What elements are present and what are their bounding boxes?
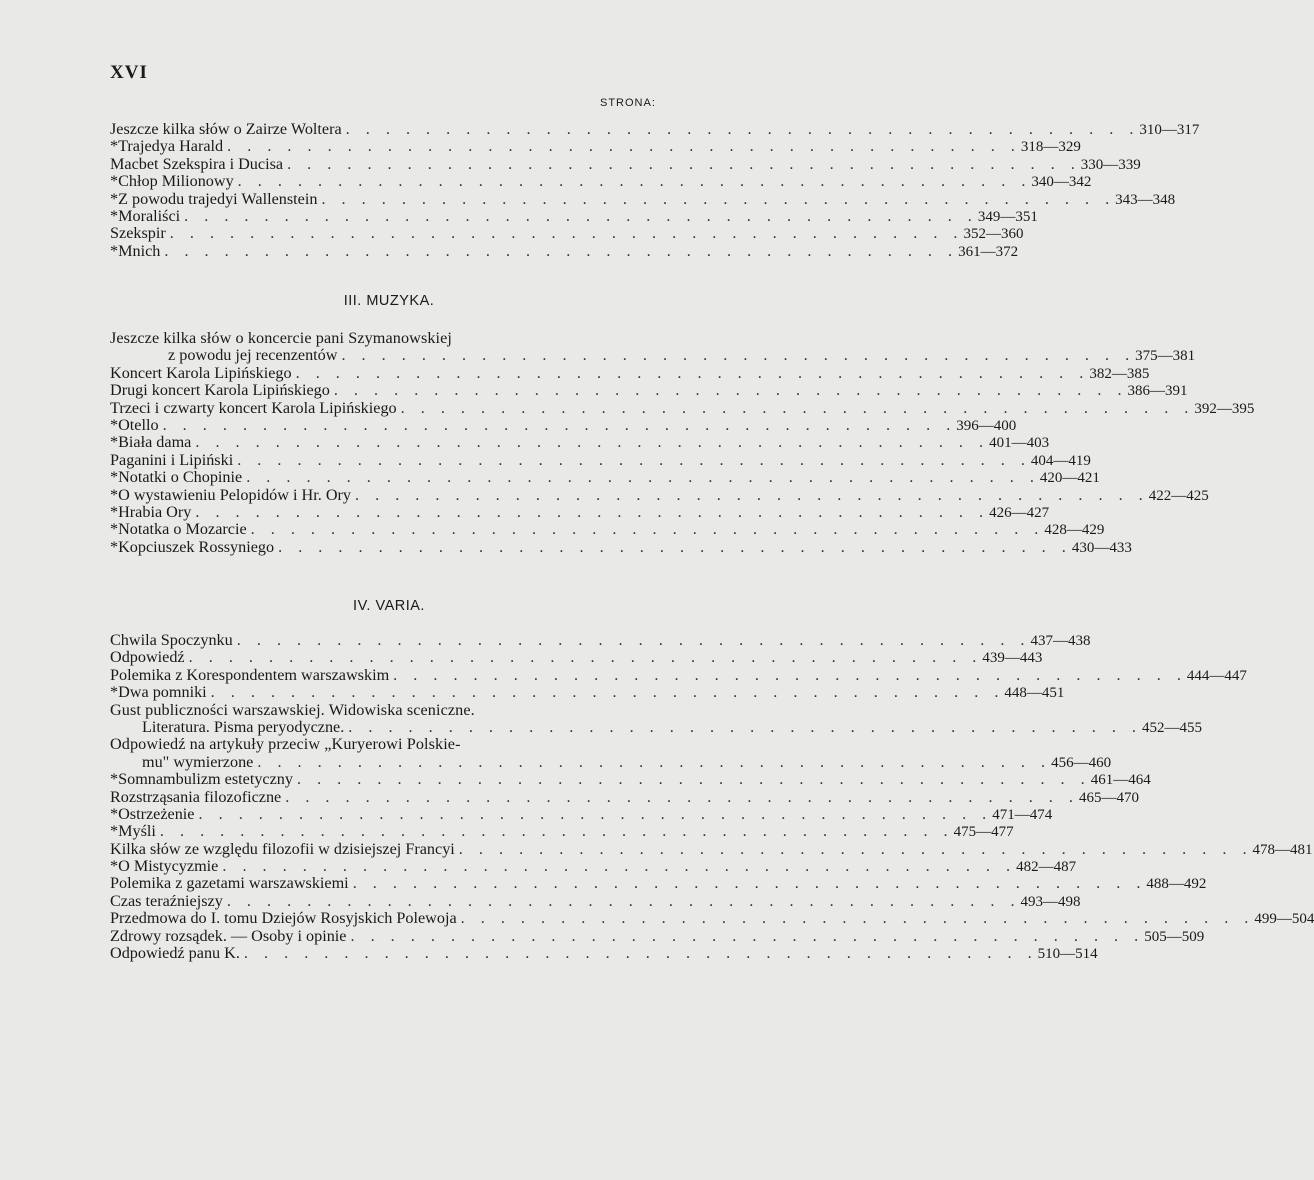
toc-entry (110, 206, 1038, 225)
entry-title: *Moraliści (110, 206, 181, 225)
varia-odp-line2 (110, 752, 1112, 771)
entry-pages: 401—403 (989, 435, 1050, 452)
toc-entry (110, 189, 1176, 208)
entry-title: Czas teraźniejszy (110, 891, 223, 910)
varia-gust-line1 (110, 702, 668, 719)
toc-entry (110, 857, 1077, 876)
toc-entry (110, 381, 1188, 400)
toc-entry (110, 346, 1196, 365)
entry-title: Rozstrząsania filozoficzne (110, 787, 282, 806)
entry-pages: 396—400 (956, 417, 1017, 434)
entry-title: *Notatka o Mozarcie (110, 520, 247, 539)
entry-title: mu" wymierzone (142, 752, 254, 771)
dot-leader: . . . . . . . . . . . . . . . . . . . . . . . . . . . . . . . . . . . . . . . . (236, 631, 1031, 649)
section-varia (110, 631, 1314, 963)
dot-leader: . . . . . . . . . . . . . . . . . . . . . . . . . . . . . . . . . . . . . . . . (278, 537, 1072, 556)
entry-title: *Trajedya Harald (110, 137, 224, 156)
entry-pages: 428—429 (1044, 522, 1105, 539)
entry-title: Drugi koncert Karola Lipińskiego (110, 381, 330, 400)
dot-leader: . . . . . . . . . . . . . . . . . . . . . . . . . . . . . . . . . . . . . . . . (250, 520, 1045, 539)
dot-leader: . . . . . . . . . . . . . . . . . . . . . . . . . . . . . . . . . . . . . . . . (195, 433, 990, 452)
toc-entry (110, 770, 1151, 789)
entry-title: Gust publiczności warszawskiej. Widowiska sceniczne. (110, 700, 475, 719)
entry-title: *Notatki o Chopinie (110, 468, 243, 487)
entry-title: *Myśli (110, 822, 156, 841)
toc-entry (110, 433, 1050, 452)
toc-entry (110, 874, 1207, 893)
dot-leader: . . . . . . . . . . . . . . . . . . . . . . . . . . . . . . . . . . . . . . . . (352, 874, 1147, 893)
entry-title: *O Mistycyzmie (110, 857, 219, 876)
entry-pages: 382—385 (1089, 365, 1150, 382)
dot-leader: . . . . . . . . . . . . . . . . . . . . . . . . . . . . . . . . . . . . . . . . (237, 450, 1031, 469)
toc-entry (110, 926, 1205, 945)
entry-title: *O wystawieniu Pelopidów i Hr. Ory (110, 485, 351, 504)
entry-title: *Ostrzeżenie (110, 804, 195, 823)
dot-leader: . . . . . . . . . . . . . . . . . . . . . . . . . . . . . . . . . . . . . . . . (237, 172, 1032, 191)
entry-pages: 426—427 (989, 504, 1050, 521)
entry-pages: 392—395 (1194, 400, 1255, 417)
muzyka-first-line (110, 330, 668, 347)
entry-title: Jeszcze kilka słów o Zairze Woltera (110, 120, 342, 138)
dot-leader: . . . . . . . . . . . . . . . . . . . . . . . . . . . . . . . . . . . . . . . . (159, 822, 954, 841)
entry-title: *Kopciuszek Rossyniego (110, 537, 275, 556)
entry-pages: 349—351 (977, 208, 1038, 225)
toc-entry (110, 909, 1314, 928)
toc-entry (110, 631, 1091, 649)
dot-leader: . . . . . . . . . . . . . . . . . . . . . . . . . . . . . . . . . . . . . . . . (169, 224, 964, 243)
dot-leader: . . . . . . . . . . . . . . . . . . . . . . . . . . . . . . . . . . . . . . . . (285, 787, 1079, 806)
dot-leader: . . . . . . . . . . . . . . . . . . . . . . . . . . . . . . . . . . . . . . . . (198, 804, 993, 823)
entry-pages: 505—509 (1144, 928, 1205, 945)
toc-entry (110, 822, 1014, 841)
dot-leader: . . . . . . . . . . . . . . . . . . . . . . . . . . . . . . . . . . . . . . . . (246, 468, 1040, 487)
entry-title: Przedmowa do I. tomu Dziejów Rosyjskich Polewoja (110, 909, 457, 928)
varia-gust-line2 (110, 717, 1202, 736)
entry-title: Kilka słów ze względu filozofii w dzisiejszej Francyi (110, 839, 455, 858)
dot-leader: . . . . . . . . . . . . . . . . . . . . . . . . . . . . . . . . . . . . . . . . (350, 926, 1145, 945)
dot-leader: . . . . . . . . . . . . . . . . . . . . . . . . . . . . . . . . . . . . . . . . (348, 717, 1142, 736)
dot-leader: . . . . . . . . . . . . . . . . . . . . . . . . . . . . . . . . . . . . . . . . (295, 363, 1090, 382)
entry-title: Zdrowy rozsądek. — Osoby i opinie (110, 926, 347, 945)
toc-entry (110, 944, 1098, 963)
entry-pages: 471—474 (992, 806, 1053, 823)
varia-odp-line1 (110, 736, 668, 753)
entry-title: Polemika z gazetami warszawskiemi (110, 874, 349, 893)
entry-title: *Z powodu trajedyi Wallenstein (110, 189, 318, 208)
dot-leader: . . . . . . . . . . . . . . . . . . . . . . . . . . . . . . . . . . . . . . . . (393, 665, 1187, 684)
entry-title: *Hrabia Ory (110, 502, 192, 521)
dot-leader: . . . . . . . . . . . . . . . . . . . . . . . . . . . . . . . . . . . . . . . . (296, 770, 1091, 789)
toc-entry (110, 839, 1313, 858)
toc-entry (110, 363, 1150, 382)
toc-entry (110, 665, 1247, 684)
section-heading-varia: IV. VARIA. (353, 598, 425, 614)
toc-entry (110, 172, 1092, 191)
dot-leader: . . . . . . . . . . . . . . . . . . . . . . . . . . . . . . . . . . . . . . . . (227, 137, 1021, 156)
entry-title: *Chłop Milionowy (110, 172, 234, 191)
entry-pages: 493—498 (1020, 893, 1081, 910)
entry-title: *Somnambulizm estetyczny (110, 770, 293, 789)
dot-leader: . . . . . . . . . . . . . . . . . . . . . . . . . . . . . . . . . . . . . . . . (195, 502, 990, 521)
entry-title: Jeszcze kilka słów o koncercie pani Szymanowskiej (110, 329, 453, 347)
toc-entry (110, 683, 1065, 702)
entry-title: z powodu jej recenzentów (168, 346, 338, 365)
section-heading-muzyka: III. MUZYKA. (343, 293, 435, 309)
entry-pages: 452—455 (1141, 719, 1202, 736)
section-top (110, 120, 1200, 260)
strona-label: STRONA: (600, 97, 656, 109)
entry-pages: 430—433 (1071, 539, 1132, 556)
entry-pages: 422—425 (1148, 487, 1209, 504)
entry-pages: 461—464 (1090, 772, 1151, 789)
toc-entry (110, 468, 1100, 487)
page-number: XVI (110, 62, 148, 83)
dot-leader: . . . . . . . . . . . . . . . . . . . . . . . . . . . . . . . . . . . . . . . . (162, 415, 957, 434)
dot-leader: . . . . . . . . . . . . . . . . . . . . . . . . . . . . . . . . . . . . . . . . (257, 752, 1052, 771)
entry-pages: 439—443 (982, 650, 1043, 667)
entry-pages: 404—419 (1030, 452, 1091, 469)
entry-pages: 456—460 (1051, 754, 1112, 771)
entry-pages: 386—391 (1127, 383, 1188, 400)
entry-title: Odpowiedź na artykuły przeciw „Kuryerowi Polskie- (110, 735, 461, 754)
toc-entry (110, 137, 1081, 156)
toc-entry (110, 804, 1053, 823)
entry-title: *Biała dama (110, 433, 192, 452)
entry-title: Trzeci i czwarty koncert Karola Lipińskiego (110, 398, 397, 417)
dot-leader: . . . . . . . . . . . . . . . . . . . . . . . . . . . . . . . . . . . . . . . . (400, 398, 1195, 417)
entry-pages: 444—447 (1186, 667, 1247, 684)
entry-title: *Mnich (110, 241, 161, 260)
dot-leader: . . . . . . . . . . . . . . . . . . . . . . . . . . . . . . . . . . . . . . . . (287, 154, 1081, 173)
entry-pages: 352—360 (963, 226, 1024, 243)
dot-leader: . . . . . . . . . . . . . . . . . . . . . . . . . . . . . . . . . . . . . . . . (188, 648, 983, 667)
dot-leader: . . . . . . . . . . . . . . . . . . . . . . . . . . . . . . . . . . . . . . . . (226, 891, 1021, 910)
toc-entry (110, 502, 1050, 521)
dot-leader: . . . . . . . . . . . . . . . . . . . . . . . . . . . . . . . . . . . . . . . . (355, 485, 1149, 504)
toc-entry (110, 224, 1024, 243)
dot-leader: . . . . . . . . . . . . . . . . . . . . . . . . . . . . . . . . . . . . . . . . (243, 944, 1038, 963)
dot-leader: . . . . . . . . . . . . . . . . . . . . . . . . . . . . . . . . . . . . . . . . (164, 241, 959, 260)
dot-leader: . . . . . . . . . . . . . . . . . . . . . . . . . . . . . . . . . . . . . . . . (458, 839, 1253, 858)
entry-pages: 482—487 (1016, 859, 1077, 876)
entry-pages: 437—438 (1030, 633, 1091, 649)
entry-pages: 343—348 (1115, 191, 1176, 208)
toc-entry (110, 120, 1200, 138)
entry-pages: 340—342 (1031, 174, 1092, 191)
entry-title: Koncert Karola Lipińskiego (110, 363, 292, 382)
toc-entry (110, 415, 1017, 434)
dot-leader: . . . . . . . . . . . . . . . . . . . . . . . . . . . . . . . . . . . . . . . . (210, 683, 1005, 702)
toc-entry (110, 398, 1255, 417)
entry-pages: 465—470 (1078, 789, 1139, 806)
entry-title: Macbet Szekspira i Ducisa (110, 154, 284, 173)
entry-pages: 375—381 (1135, 348, 1196, 365)
entry-pages: 499—504 (1254, 911, 1314, 928)
section-muzyka (110, 329, 1255, 556)
dot-leader: . . . . . . . . . . . . . . . . . . . . . . . . . . . . . . . . . . . . . . . . (222, 857, 1017, 876)
entry-title: Literatura. Pisma peryodyczne. (142, 717, 345, 736)
toc-entry (110, 241, 1019, 260)
toc-entry (110, 450, 1091, 469)
dot-leader: . . . . . . . . . . . . . . . . . . . . . . . . . . . . . . . . . . . . . . . . (333, 381, 1128, 400)
entry-title: Paganini i Lipiński (110, 450, 234, 469)
entry-title: Polemika z Korespondentem warszawskim (110, 665, 390, 684)
entry-pages: 448—451 (1004, 685, 1065, 702)
entry-pages: 310—317 (1139, 122, 1200, 138)
entry-pages: 510—514 (1037, 946, 1098, 963)
entry-pages: 318—329 (1020, 139, 1081, 156)
toc-entry (110, 520, 1105, 539)
dot-leader: . . . . . . . . . . . . . . . . . . . . . . . . . . . . . . . . . . . . . . . . (184, 206, 978, 225)
dot-leader: . . . . . . . . . . . . . . . . . . . . . . . . . . . . . . . . . . . . . . . . (321, 189, 1116, 208)
entry-pages: 488—492 (1146, 876, 1207, 893)
entry-title: Odpowiedź panu K. (110, 944, 240, 963)
toc-entry (110, 648, 1043, 667)
dot-leader: . . . . . . . . . . . . . . . . . . . . . . . . . . . . . . . . . . . . . . . . (345, 120, 1140, 138)
toc-entry (110, 485, 1209, 504)
entry-pages: 330—339 (1080, 156, 1141, 173)
toc-entry (110, 154, 1141, 173)
entry-title: *Otello (110, 415, 159, 434)
dot-leader: . . . . . . . . . . . . . . . . . . . . . . . . . . . . . . . . . . . . . . . . (341, 346, 1136, 365)
entry-title: Odpowiedź (110, 648, 185, 667)
entry-title: *Dwa pomniki (110, 683, 207, 702)
entry-title: Szekspir (110, 224, 166, 243)
toc-entry (110, 537, 1132, 556)
dot-leader: . . . . . . . . . . . . . . . . . . . . . . . . . . . . . . . . . . . . . . . . (460, 909, 1255, 928)
entry-pages: 478—481 (1252, 841, 1313, 858)
entry-title: Chwila Spoczynku (110, 631, 233, 649)
entry-pages: 361—372 (958, 243, 1019, 260)
entry-pages: 420—421 (1039, 470, 1100, 487)
toc-entry (110, 787, 1139, 806)
entry-pages: 475—477 (953, 824, 1014, 841)
toc-entry (110, 891, 1081, 910)
